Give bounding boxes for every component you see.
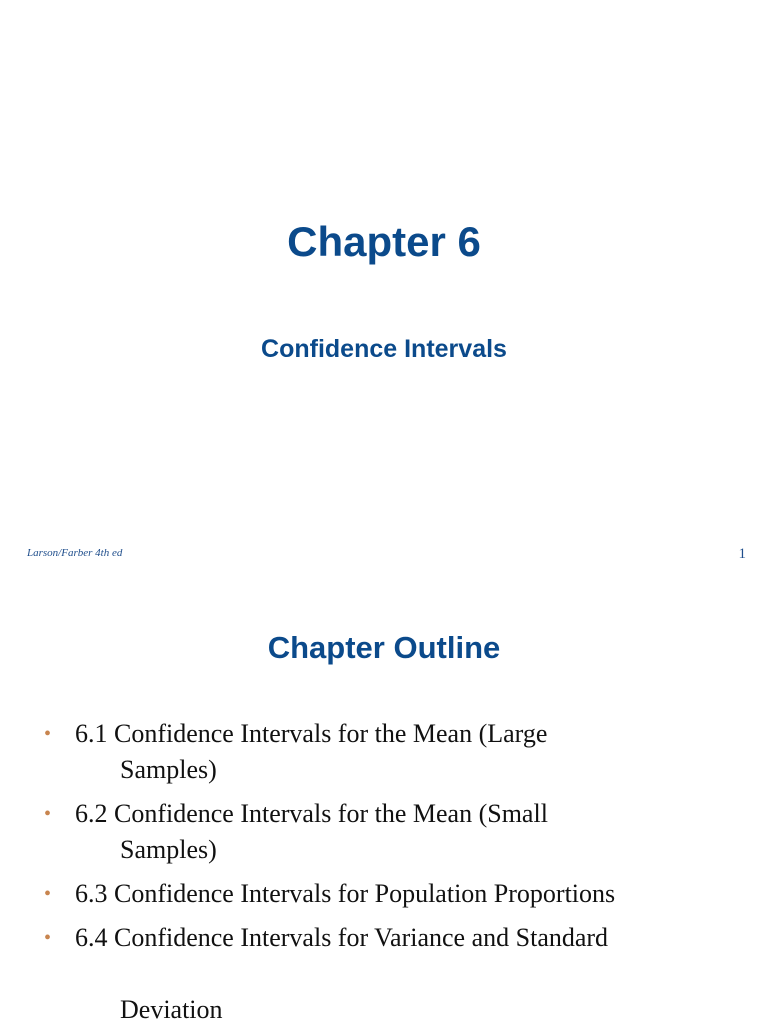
slide-outline xyxy=(0,576,768,1024)
bullet-icon: • xyxy=(44,883,52,905)
chapter-title: Chapter 6 xyxy=(287,218,481,265)
bullet-icon: • xyxy=(44,927,52,949)
outline-item-text: 6.2 Confidence Intervals for the Mean (Small xyxy=(75,799,548,828)
chapter-subtitle: Confidence Intervals xyxy=(261,335,507,363)
outline-item-text-continued: Deviation xyxy=(120,995,223,1024)
outline-list xyxy=(44,716,744,1036)
outline-item-text: 6.4 Confidence Intervals for Variance and Standard xyxy=(75,923,609,952)
outline-item-6-3 xyxy=(44,876,744,912)
bullet-icon: • xyxy=(44,803,52,825)
outline-item-6-4 xyxy=(44,920,744,1028)
outline-item-text-continued: Samples) xyxy=(120,835,217,864)
outline-title: Chapter Outline xyxy=(267,630,501,665)
outline-item-6-2 xyxy=(44,796,744,868)
outline-item-text: 6.1 Confidence Intervals for the Mean (Large xyxy=(75,719,548,748)
page-number: 1 xyxy=(738,546,746,562)
bullet-icon: • xyxy=(44,723,52,745)
outline-item-text-continued: Samples) xyxy=(120,755,217,784)
outline-item-text: 6.3 Confidence Intervals for Population Proportions xyxy=(75,879,616,908)
footer-credit: Larson/Farber 4th ed xyxy=(27,547,123,559)
outline-item-6-1 xyxy=(44,716,744,788)
